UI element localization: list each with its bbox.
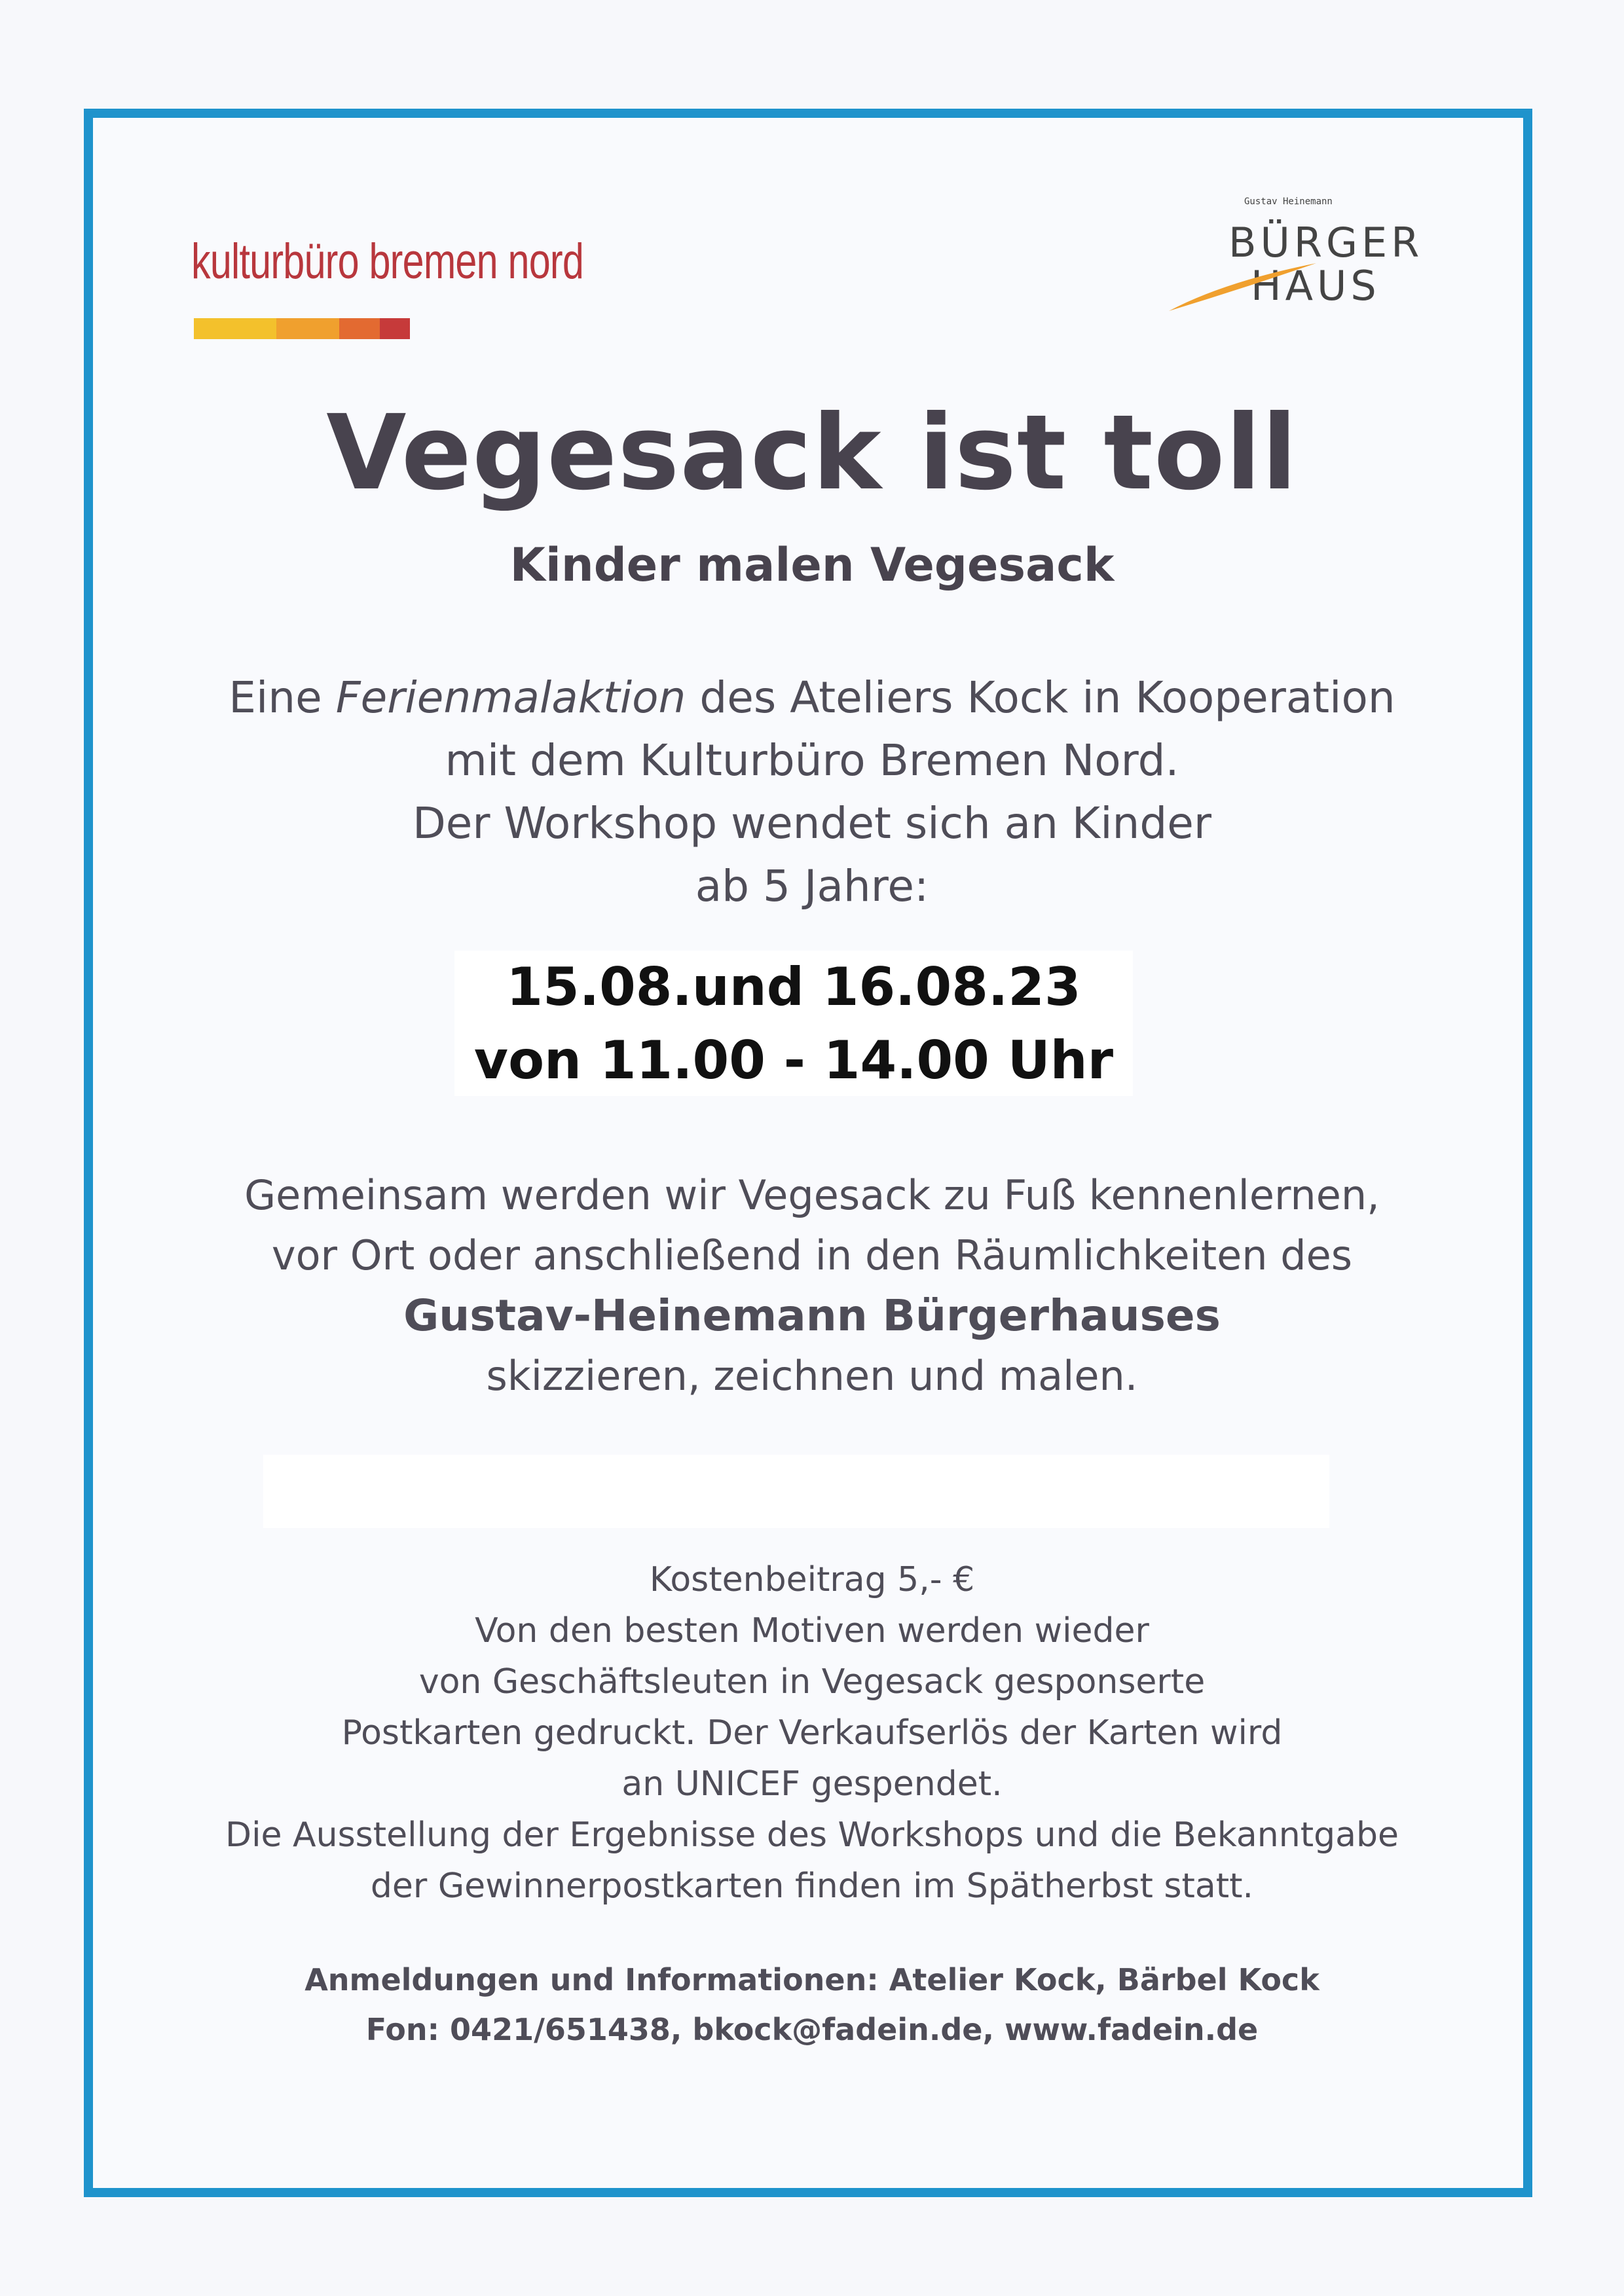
buergerhaus-logo-line1: BÜRGER [1228, 219, 1424, 266]
description-line-2: vor Ort oder anschließend in den Räumlichkeiten des [271, 1231, 1353, 1279]
details-line: der Gewinnerpostkarten finden im Spätherbst statt. [370, 1867, 1254, 1906]
date-line-2: von 11.00 - 14.00 Uhr [473, 1030, 1114, 1091]
date-line-1: 15.08.und 16.08.23 [506, 957, 1081, 1017]
page-title: Vegesack ist toll [326, 393, 1298, 513]
buergerhaus-logo-line2: HAUS [1251, 262, 1380, 310]
intro-line-1: Eine Ferienmalaktion des Ateliers Kock in Kooperation [229, 672, 1395, 723]
contact-line-2: Fon: 0421/651438, bkock@fadein.de, www.fadein.de [365, 2012, 1259, 2047]
intro-emphasis: Ferienmalaktion [335, 672, 686, 723]
buergerhaus-logo-small-text: Gustav Heinemann [1244, 196, 1333, 207]
stripe-segment-2 [276, 318, 339, 339]
intro-line-3: Der Workshop wendet sich an Kinder [412, 798, 1212, 848]
details-line: Die Ausstellung der Ergebnisse des Workshops und die Bekanntgabe [225, 1815, 1399, 1855]
description-text [92, 1165, 1532, 1406]
kulturbuero-logo-text: kulturbüro bremen nord [191, 234, 584, 289]
stripe-segment-1 [194, 318, 276, 339]
description-venue: Gustav-Heinemann Bürgerhauses [403, 1290, 1221, 1341]
contact-info [92, 1955, 1532, 2054]
description-line-1: Gemeinsam werden wir Vegesack zu Fuß kennenlernen, [244, 1171, 1380, 1219]
details-text [92, 1554, 1532, 1912]
details-line: Postkarten gedruckt. Der Verkaufserlös der Karten wird [341, 1713, 1283, 1753]
details-line: Von den besten Motiven werden wieder [475, 1611, 1149, 1650]
intro-text [92, 666, 1532, 918]
stripe-segment-4 [380, 318, 410, 339]
buergerhaus-logo [1166, 196, 1424, 314]
details-line: an UNICEF gespendet. [621, 1764, 1003, 1804]
kulturbuero-logo [191, 233, 694, 290]
details-line: von Geschäftsleuten in Vegesack gesponserte [418, 1662, 1206, 1702]
page-subtitle: Kinder malen Vegesack [509, 538, 1115, 592]
date-box [454, 951, 1133, 1096]
intro-line-4: ab 5 Jahre: [695, 861, 929, 911]
description-line-4: skizzieren, zeichnen und malen. [486, 1352, 1138, 1400]
swoosh-icon [1166, 255, 1323, 314]
intro-line-2: mit dem Kulturbüro Bremen Nord. [445, 735, 1179, 786]
details-line: Kostenbeitrag 5,- € [649, 1560, 975, 1599]
blank-box [263, 1455, 1329, 1528]
contact-line-1: Anmeldungen und Informationen: Atelier Kock, Bärbel Kock [304, 1962, 1320, 1997]
stripe-segment-3 [339, 318, 380, 339]
